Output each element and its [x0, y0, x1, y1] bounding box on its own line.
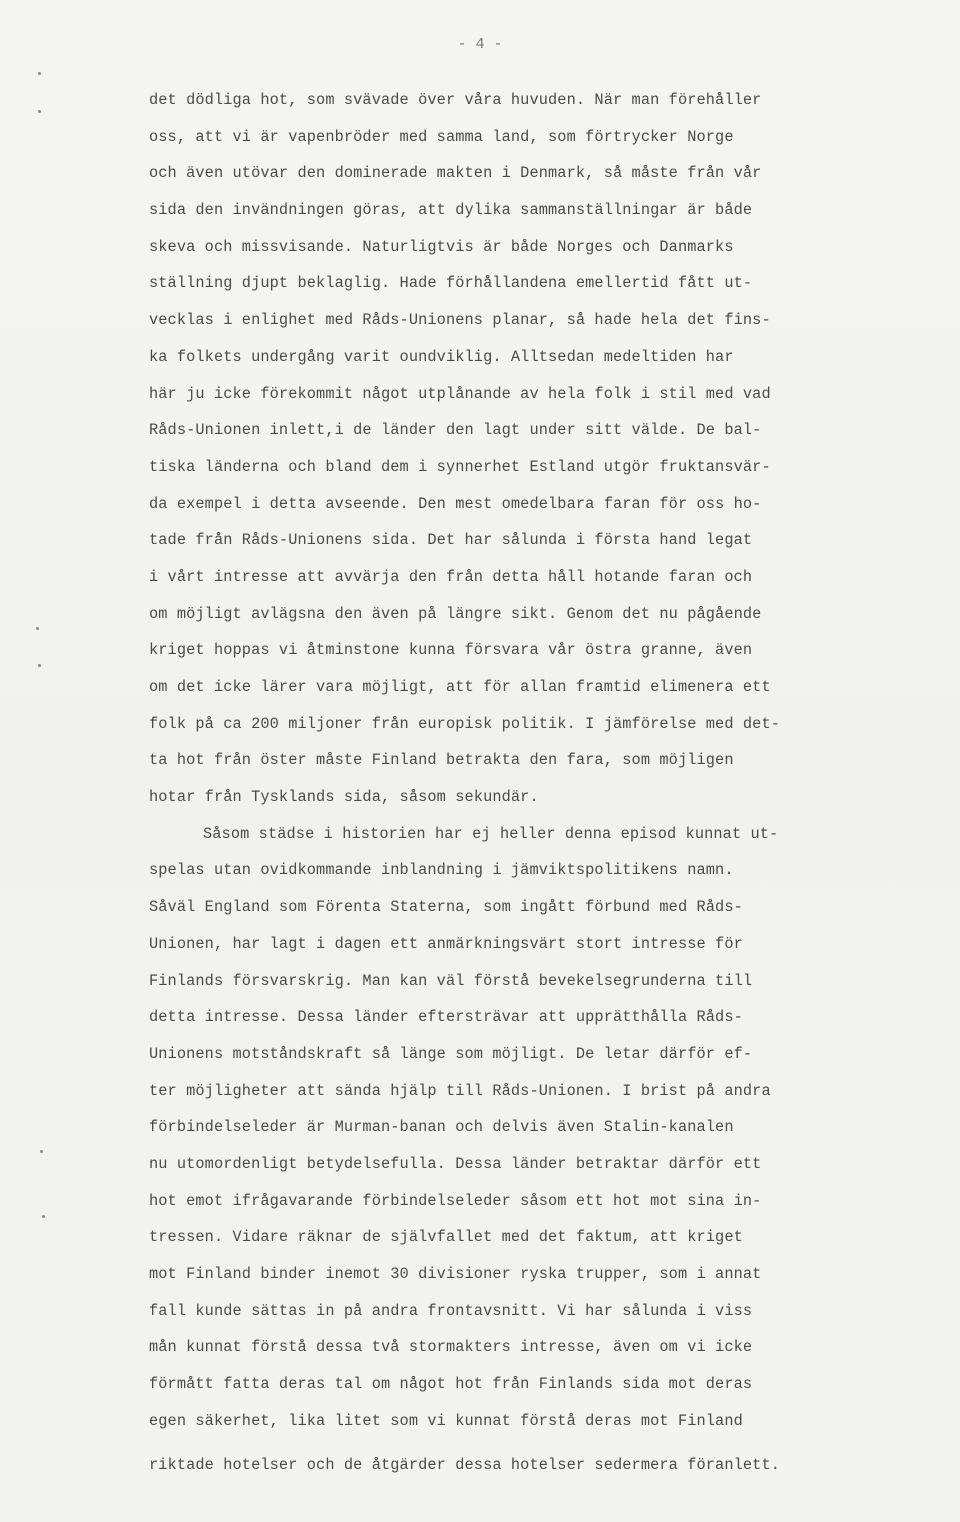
text-line: om möjligt avlägsna den även på längre sikt. Genom det nu pågående: [149, 604, 762, 623]
text-line: skeva och missvisande. Naturligtvis är både Norges och Danmarks: [149, 237, 734, 256]
text-line: sida den invändningen göras, att dylika sammanställningar är både: [149, 201, 753, 220]
text-line: ställning djupt beklaglig. Hade förhållandena emellertid fått ut-: [149, 274, 753, 293]
text-line: vecklas i enlighet med Råds-Unionens planar, så hade hela det fins-: [149, 311, 771, 330]
scan-speck: [38, 664, 41, 667]
text-line: tade från Råds-Unionens sida. Det har sålunda i första hand legat: [149, 531, 753, 550]
text-line: Såsom städse i historien har ej heller denna episod kunnat ut-: [203, 824, 779, 843]
text-line: folk på ca 200 miljoner från europisk politik. I jämförelse med det-: [149, 714, 781, 733]
text-line: fall kunde sättas in på andra frontavsnitt. Vi har sålunda i viss: [149, 1301, 753, 1320]
scan-speck: [38, 110, 41, 113]
text-line: hot emot ifrågavarande förbindelseleder såsom ett hot mot sina in-: [149, 1191, 762, 1210]
text-line: Unionen, har lagt i dagen ett anmärkningsvärt stort intresse för: [149, 934, 743, 953]
text-line: det dödliga hot, som svävade över våra huvuden. När man förehåller: [149, 91, 762, 109]
text-line: ta hot från öster måste Finland betrakta den fara, som möjligen: [149, 751, 734, 770]
body-text: [149, 88, 889, 1490]
text-line: da exempel i detta avseende. Den mest omedelbara faran för oss ho-: [149, 494, 762, 513]
scan-speck: [36, 627, 39, 630]
text-line: förmått fatta deras tal om något hot från Finlands sida mot deras: [149, 1375, 753, 1394]
text-line: här ju icke förekommit något utplånande av hela folk i stil med vad: [149, 384, 771, 403]
text-line: Unionens motståndskraft så länge som möjligt. De letar därför ef-: [149, 1044, 753, 1063]
text-line: oss, att vi är vapenbröder med samma land, som förtrycker Norge: [149, 127, 734, 146]
text-line: detta intresse. Dessa länder eftersträvar att upprätthålla Råds-: [149, 1008, 743, 1027]
text-line: tiska länderna och bland dem i synnerhet Estland utgör fruktansvär-: [149, 457, 771, 476]
text-line: Råds-Unionen inlett,i de länder den lagt under sitt välde. De bal-: [149, 421, 762, 440]
text-line: om det icke lärer vara möjligt, att för allan framtid elimenera ett: [149, 678, 771, 696]
text-line: riktade hotelser och de åtgärder dessa hotelser sedermera föranlett.: [149, 1456, 781, 1475]
text-line: tressen. Vidare räknar de självfallet med det faktum, att kriget: [149, 1228, 743, 1247]
text-line: ter möjligheter att sända hjälp till Råds-Unionen. I brist på andra: [149, 1081, 771, 1100]
page-number: - 4 -: [457, 36, 503, 53]
text-line: ka folkets undergång varit oundviklig. Alltsedan medeltiden har: [149, 347, 734, 366]
text-line: mot Finland binder inemot 30 divisioner ryska trupper, som i annat: [149, 1265, 762, 1283]
text-line: kriget hoppas vi åtminstone kunna försvara vår östra granne, även: [149, 641, 753, 660]
scan-speck: [38, 72, 41, 75]
scan-speck: [42, 1215, 45, 1218]
scan-speck: [40, 1150, 43, 1153]
text-line: förbindelseleder är Murman-banan och delvis även Stalin-kanalen: [149, 1118, 734, 1137]
text-line: i vårt intresse att avvärja den från detta håll hotande faran och: [149, 567, 753, 586]
text-line: egen säkerhet, lika litet som vi kunnat förstå deras mot Finland: [149, 1411, 743, 1430]
text-line: Såväl England som Förenta Staterna, som ingått förbund med Råds-: [149, 898, 743, 917]
text-line: och även utövar den dominerade makten i Denmark, så måste från vår: [149, 164, 762, 183]
text-line: nu utomordenligt betydelsefulla. Dessa länder betraktar därför ett: [149, 1154, 762, 1173]
text-line: spelas utan ovidkommande inblandning i jämviktspolitikens namn.: [149, 861, 734, 880]
text-line: mån kunnat förstå dessa två stormakters intresse, även om vi icke: [149, 1338, 753, 1357]
text-line: Finlands försvarskrig. Man kan väl förstå bevekelsegrunderna till: [149, 971, 753, 990]
text-line: hotar från Tysklands sida, såsom sekundär.: [149, 788, 539, 807]
